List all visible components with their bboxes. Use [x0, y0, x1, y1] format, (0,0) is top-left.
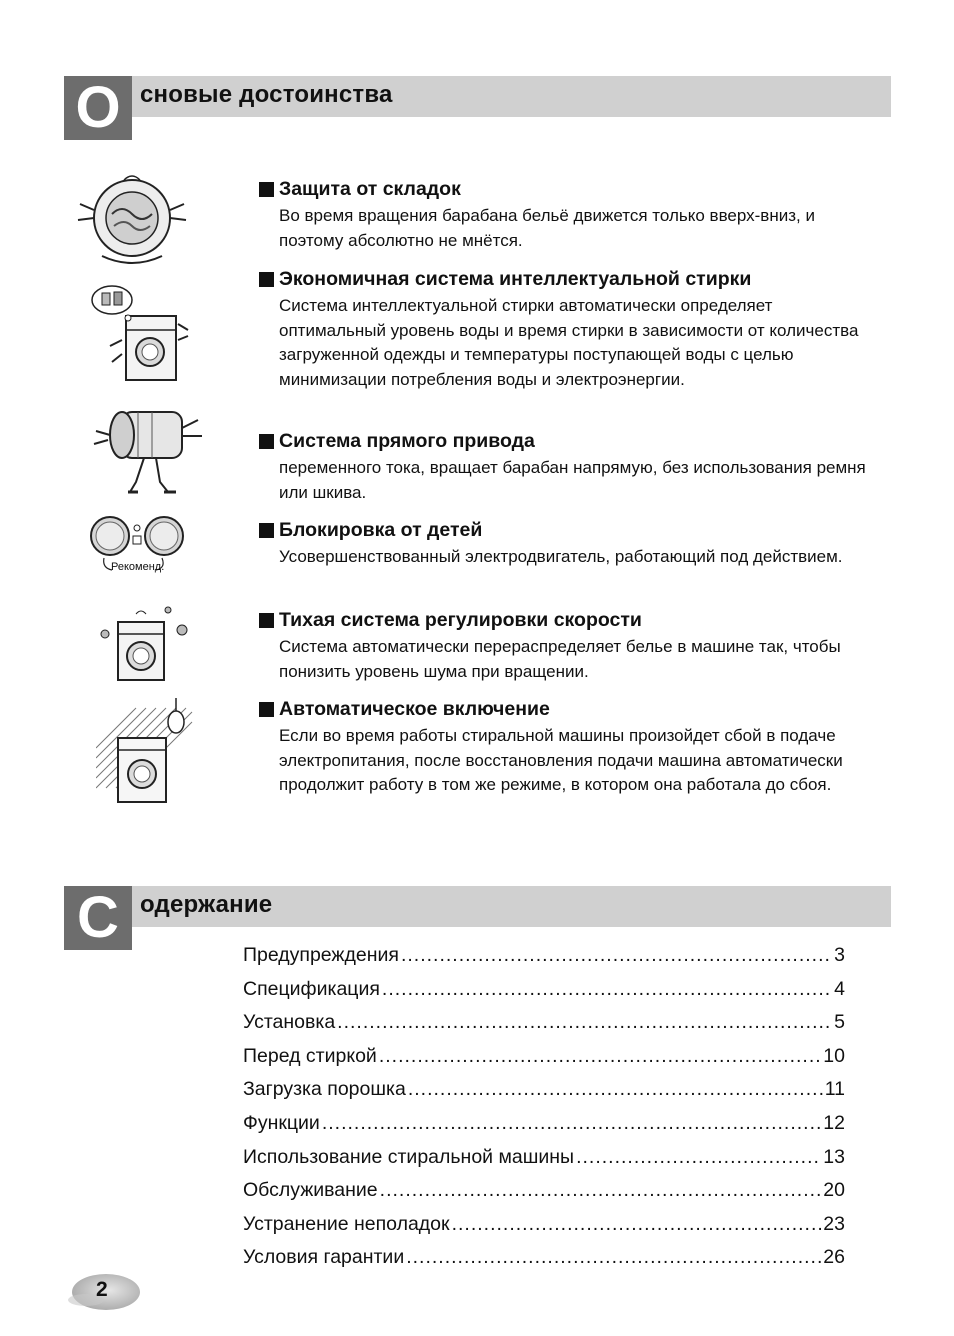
toc-entry[interactable]: [243, 1078, 845, 1112]
contents-initial-letter: С: [64, 886, 132, 950]
motor-character-icon: [90, 398, 212, 500]
feature-title-text: Тихая система регулировки скорости: [279, 609, 642, 631]
feature-title: [259, 267, 879, 291]
drum-character-icon: [72, 170, 192, 270]
feature-item: [259, 177, 879, 253]
feature-title: [259, 697, 879, 721]
toc-leader-dots: [408, 1078, 823, 1101]
toc-entry[interactable]: [243, 1146, 845, 1180]
toc-entry-label: Загрузка порошка: [243, 1078, 406, 1101]
toc-entry-label: Спецификация: [243, 977, 380, 1000]
toc-entry-page: 26: [823, 1246, 845, 1269]
toc-leader-dots: [576, 1146, 821, 1169]
feature-title-text: Экономичная система интеллектуальной стирки: [279, 268, 752, 290]
table-of-contents: [243, 944, 845, 1280]
feature-item: [259, 697, 879, 798]
quiet-washer-icon: [96, 604, 192, 684]
washer-thinking-icon: [82, 280, 194, 384]
toc-entry-label: Устранение неполадок: [243, 1212, 450, 1235]
feature-description: Система интеллектуальной стирки автоматически определяет оптимальный уровень воды и время стирки в зависимости от количества загруженной одежды и температуры поступающей воды с целью минимизации потребления воды и электроэнергии.: [279, 296, 859, 389]
toc-entry-label: Условия гарантии: [243, 1246, 405, 1269]
feature-title: [259, 429, 879, 453]
square-bullet-icon: [259, 702, 274, 717]
toc-entry[interactable]: [243, 978, 845, 1012]
washer-lightbulb-icon: [96, 698, 196, 804]
square-bullet-icon: [259, 182, 274, 197]
feature-title-text: Защита от складок: [279, 178, 461, 200]
advantages-initial-letter: О: [64, 76, 132, 140]
toc-entry-label: Использование стиральной машины: [243, 1145, 575, 1168]
feature-item: [259, 608, 879, 684]
advantages-header: [64, 76, 891, 140]
feature-description: переменного тока, вращает барабан напрямую, без использования ремня или шкива.: [279, 458, 866, 502]
feature-title-text: Блокировка от детей: [279, 519, 483, 541]
square-bullet-icon: [259, 272, 274, 287]
toc-leader-dots: [382, 978, 832, 1001]
toc-entry[interactable]: [243, 1179, 845, 1213]
advantages-title: сновые достоинства: [140, 81, 393, 108]
toc-entry[interactable]: [243, 944, 845, 978]
toc-entry-label: Обслуживание: [243, 1179, 378, 1202]
square-bullet-icon: [259, 613, 274, 628]
toc-entry-page: 12: [823, 1111, 845, 1134]
toc-entry-label: Установка: [243, 1011, 336, 1034]
feature-description: Усовершенствованный электродвигатель, работающий под действием.: [279, 547, 843, 566]
square-bullet-icon: [259, 523, 274, 538]
feature-description: Система автоматически перераспределяет белье в машине так, чтобы понизить уровень шума при вращении.: [279, 637, 841, 681]
feature-description: Если во время работы стиральной машины произойдет сбой в подаче электропитания, после восстановления подачи машина автоматически продолжит работу в том же режиме, в котором она работала до сбоя.: [279, 726, 843, 794]
feature-title: [259, 177, 879, 201]
toc-entry-page: 13: [823, 1145, 845, 1168]
toc-entry-page: 20: [823, 1179, 845, 1202]
toc-entry-page: 3: [834, 944, 845, 966]
toc-entry-page: 23: [823, 1212, 845, 1235]
contents-header: [64, 886, 891, 950]
feature-description: Во время вращения барабана бельё движется только вверх-вниз, и поэтому абсолютно не мнётся.: [279, 206, 815, 250]
toc-entry[interactable]: [243, 1213, 845, 1247]
toc-leader-dots: [406, 1246, 821, 1269]
contents-title: одержание: [140, 891, 273, 918]
toc-entry[interactable]: [243, 1112, 845, 1146]
toc-leader-dots: [401, 944, 832, 967]
feature-item: [259, 267, 879, 392]
square-bullet-icon: [259, 434, 274, 449]
feature-title: [259, 608, 879, 632]
toc-entry[interactable]: [243, 1011, 845, 1045]
feature-item: [259, 518, 879, 570]
toc-leader-dots: [379, 1045, 821, 1068]
child-lock-icon-label: Рекоменд.: [111, 561, 165, 573]
toc-leader-dots: [337, 1011, 832, 1034]
toc-leader-dots: [322, 1112, 821, 1135]
toc-entry-label: Предупреждения: [243, 944, 399, 966]
toc-entry-page: 11: [824, 1078, 845, 1101]
toc-entry-page: 10: [823, 1044, 845, 1067]
feature-item: [259, 429, 879, 505]
toc-leader-dots: [452, 1213, 822, 1236]
feature-title: [259, 518, 879, 542]
page-number-badge: [66, 1272, 142, 1312]
toc-entry-label: Перед стиркой: [243, 1044, 377, 1067]
toc-entry[interactable]: [243, 1246, 845, 1280]
toc-entry[interactable]: [243, 1045, 845, 1079]
toc-entry-label: Функции: [243, 1111, 320, 1134]
toc-leader-dots: [380, 1179, 822, 1202]
feature-title-text: Автоматическое включение: [279, 698, 550, 720]
page-number: 2: [96, 1278, 108, 1301]
feature-title-text: Система прямого привода: [279, 430, 535, 452]
toc-entry-page: 5: [834, 1011, 845, 1034]
toc-entry-page: 4: [834, 977, 845, 1000]
